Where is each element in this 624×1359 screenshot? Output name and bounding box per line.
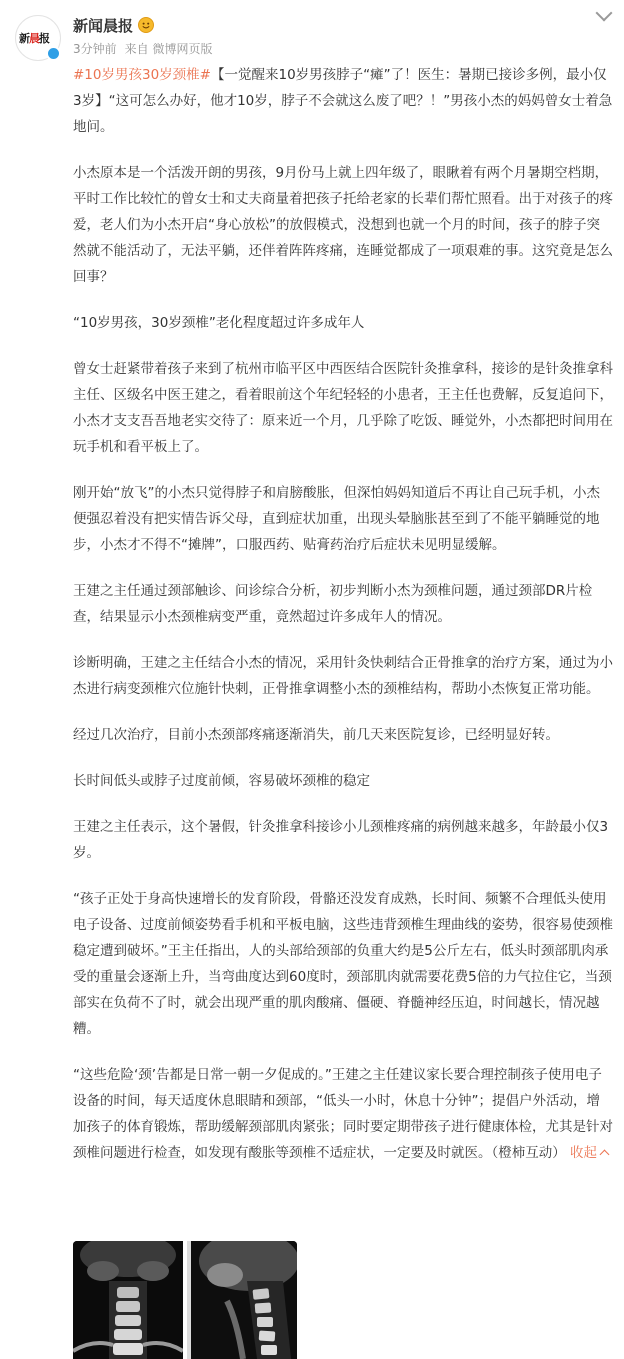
account-row [73, 14, 154, 36]
post-paragraph-7: 诊断明确，王建之主任结合小杰的情况，采用针灸快刺结合正骨推拿的治疗方案，通过为小杰进行病变颈椎穴位施针快刺，正骨推拿调整小杰的颈椎结构，帮助小杰恢复正常功能。 [73, 655, 613, 697]
avatar-logo: 新晨报 [19, 33, 49, 45]
smiley-icon [138, 17, 154, 33]
verified-icon [46, 46, 61, 61]
account-name[interactable]: 新闻晨报 [73, 16, 134, 35]
chevron-up-icon [600, 1150, 610, 1160]
post-meta [73, 40, 212, 57]
post-paragraph-12 [73, 1062, 613, 1166]
post-paragraph-11: “孩子正处于身高快速增长的发育阶段，骨骼还没发育成熟，长时间、频繁不合理低头使用电子设备、过度前倾姿势看手机和平板电脑，这些违背颈椎生理曲线的姿势，很容易使颈椎稳定遭到破坏。”王主任指出，人的头部给颈部的负重大约是5公斤左右，低头时颈部肌肉承受的重量会逐渐上升，当弯曲度达到60度时，颈部肌肉就需要花费5倍的力气拉住它，当颈部实在负荷不了时，就会出现严重的肌肉酸痛、僵硬、脊髓神经压迫，时间越长，情况越糟。 [73, 891, 613, 1037]
chevron-down-icon[interactable] [596, 5, 613, 22]
xray-image-front[interactable] [73, 1241, 183, 1359]
post-source: 来自 微博网页版 [124, 42, 213, 56]
post-time[interactable]: 3分钟前 [73, 42, 117, 56]
post-paragraph-6: 王建之主任通过颈部触诊、问诊综合分析，初步判断小杰为颈椎问题，通过颈部DR片检查，结果显示小杰颈椎病变严重，竟然超过许多成年人的情况。 [73, 583, 593, 625]
paragraph-text: “这些危险‘颈’告都是日常一朝一夕促成的。”王建之主任建议家长要合理控制孩子使用电子设备的时间，每天适度休息眼睛和颈部，“低头一小时，休息十分钟”；提倡户外活动，增加孩子的体育锻炼，帮助缓解颈部肌肉紧张；同时要定期带孩子进行健康体检，尤其是针对颈椎问题进行检查，如发现有酸胀等颈椎不适症状，一定要及时就医。（橙柿互动） [73, 1067, 613, 1161]
post-paragraph-10: 王建之主任表示，这个暑假，针灸推拿科接诊小儿颈椎疼痛的病例越来越多，年龄最小仅3岁。 [73, 819, 609, 861]
post-paragraph-3: “10岁男孩，30岁颈椎”老化程度超过许多成年人 [73, 315, 365, 331]
post-content [73, 62, 613, 1186]
post-paragraph-2: 小杰原本是一个活泼开朗的男孩，9月份马上就上四年级了，眼瞅着有两个月暑期空档期，平时工作比较忙的曾女士和丈夫商量着把孩子托给老家的长辈们帮忙照看。出于对孩子的疼爱，老人们为小杰开启“身心放松”的放假模式，没想到也就一个月的时间，孩子的脖子突然就不能活动了，无法平躺，还伴着阵阵疼痛，连睡觉都成了一项艰难的事。这究竟是怎么回事？ [73, 165, 613, 285]
post-paragraph-4: 曾女士赶紧带着孩子来到了杭州市临平区中西医结合医院针灸推拿科，接诊的是针灸推拿科主任、区级名中医王建之，看着眼前这个年纪轻轻的小患者，王主任也费解，反复追问下，小杰才支支吾吾地老实交待了：原来近一个月，几乎除了吃饭、睡觉外，小杰都把时间用在玩手机和看平板上了。 [73, 361, 613, 455]
fold-label: 收起 [570, 1145, 598, 1161]
post-paragraph-1 [73, 62, 613, 140]
paragraph-text: 【一觉醒来10岁男孩脖子“瘫”了！医生：暑期已接诊多例，最小仅3岁】“这可怎么办好，他才10岁，脖子不会就这么废了吧？！”男孩小杰的妈妈曾女士着急地问。 [73, 67, 613, 135]
image-grid [73, 1241, 297, 1359]
fold-button[interactable] [570, 1145, 608, 1161]
xray-image-side[interactable] [187, 1241, 297, 1359]
post-paragraph-8: 经过几次治疗，目前小杰颈部疼痛逐渐消失，前几天来医院复诊，已经明显好转。 [73, 727, 559, 743]
post-paragraph-5: 刚开始“放飞”的小杰只觉得脖子和肩膀酸胀，但深怕妈妈知道后不再让自己玩手机，小杰便强忍着没有把实情告诉父母，直到症状加重，出现头晕脑胀甚至到了不能平躺睡觉的地步，小杰才不得不“摊牌”，口服西药、贴膏药治疗后症状未见明显缓解。 [73, 485, 600, 553]
post-paragraph-9: 长时间低头或脖子过度前倾，容易破坏颈椎的稳定 [73, 773, 370, 789]
hashtag-link[interactable]: #10岁男孩30岁颈椎# [73, 67, 211, 83]
